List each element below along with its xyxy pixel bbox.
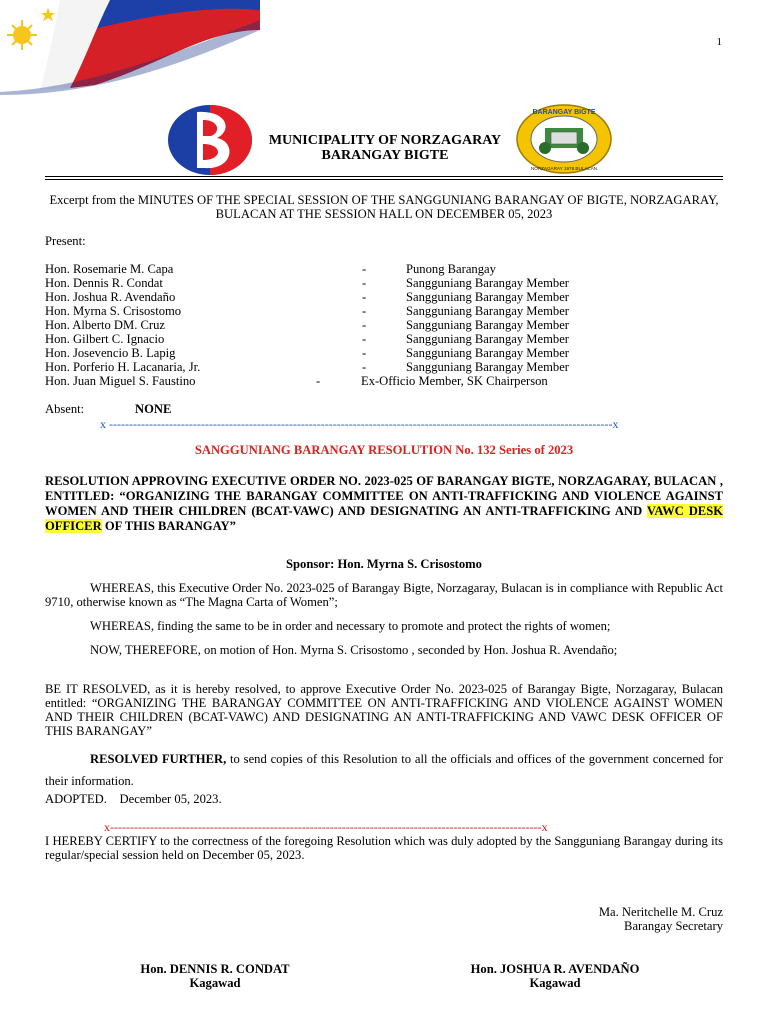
attendee-name: Hon. Gilbert C. Ignacio: [45, 332, 165, 346]
signatory-block: [100, 962, 330, 990]
barangay-name: BARANGAY BIGTE: [321, 148, 449, 163]
sponsor: Sponsor: Hon. Myrna S. Crisostomo: [286, 557, 482, 571]
certification: I HEREBY CERTIFY to the correctness of the foregoing Resolution which was duly adopted by the Sangguniang Barangay during its regular/special session held on December 05, 2023.: [45, 834, 723, 862]
attendee-role: Sangguniang Barangay Member: [406, 346, 569, 360]
blue-separator: x ------------------------------------------------------------------------------------------------------------------------------x: [100, 417, 619, 431]
attendee-name: Hon. Alberto DM. Cruz: [45, 318, 165, 332]
attendee-role: Sangguniang Barangay Member: [406, 304, 569, 318]
attendee-dash: -: [362, 360, 367, 374]
secretary-block: [599, 905, 723, 933]
attendee-role: Sangguniang Barangay Member: [406, 318, 569, 332]
attendee-dash: -: [316, 374, 321, 388]
header-divider-thin: [45, 179, 723, 180]
adopted-date: ADOPTED. December 05, 2023.: [45, 792, 222, 806]
seal-bottom-text: NORZAGARAY 1976 BULACAN: [530, 166, 598, 171]
secretary-title: Barangay Secretary: [624, 919, 723, 933]
attendee-dash: -: [362, 318, 367, 332]
resolved-further-label: RESOLVED FURTHER,: [90, 752, 227, 766]
attendee-dash: -: [362, 304, 367, 318]
resolution-title-main: RESOLUTION APPROVING EXECUTIVE ORDER NO. 2023-025 OF BARANGAY BIGTE, NORZAGARAY, BULACAN , ENTITLED: “ORGANIZING THE BARANGAY COMMITTEE ON ANTI-TRAFFICKING AND VIOLENCE AGAINST WOMEN AND THEIR CHILDREN (BCAT-VAWC) AND DESIGNATING AN ANTI-TRAFFICKING AND: [45, 474, 723, 518]
whereas-clause-2: WHEREAS, finding the same to be in order and necessary to promote and protect the rights of women;: [90, 619, 611, 633]
page-number: 1: [716, 36, 722, 48]
barangay-seal: [515, 104, 613, 174]
attendee-role: Sangguniang Barangay Member: [406, 290, 569, 304]
municipality-header: [255, 133, 515, 163]
attendee-name: Hon. Rosemarie M. Capa: [45, 262, 174, 276]
minutes-excerpt: Excerpt from the MINUTES OF THE SPECIAL SESSION OF THE SANGGUNIANG BARANGAY OF BIGTE, NORZAGARAY, BULACAN AT THE SESSION HALL ON DECEMBER 05, 2023: [49, 193, 719, 221]
attendee-dash: -: [362, 276, 367, 290]
attendee-dash: -: [362, 346, 367, 360]
attendee-role: Sangguniang Barangay Member: [406, 276, 569, 290]
resolved-further-text: to send copies of this Resolution to all the officials and offices of the government concerned for their information.: [45, 752, 723, 788]
attendee-dash: -: [362, 262, 367, 276]
municipality-name: MUNICIPALITY OF NORZAGARAY: [268, 133, 502, 148]
be-it-resolved-clause: BE IT RESOLVED, as it is hereby resolved, to approve Executive Order No. 2023-025 of Barangay Bigte, Norzagaray, Bulacan entitled: “ORGANIZING THE BARANGAY COMMITTEE ON ANTI-TRAFFICKING AND VIOLENCE AGAINST WOMEN AND THEIR CHILDREN (BCAT-VAWC) AND DESIGNATING AN ANTI-TRAFFICKING AND VAWC DESK OFFICER OF THIS BARANGAY”: [45, 682, 723, 738]
resolution-number: SANGGUNIANG BARANGAY RESOLUTION No. 132 Series of 2023: [194, 443, 574, 457]
signatory-title: Kagawad: [189, 976, 241, 990]
seal-top-text: BARANGAY BIGTE: [532, 109, 596, 116]
signatory-name: Hon. JOSHUA R. AVENDAÑO: [470, 962, 640, 976]
municipality-logo: [167, 104, 253, 176]
red-separator: x------------------------------------------------------------------------------------------------------------x: [104, 820, 548, 834]
attendee-role: Punong Barangay: [406, 262, 496, 276]
secretary-name: Ma. Neritchelle M. Cruz: [598, 905, 723, 919]
whereas-clause-1: WHEREAS, this Executive Order No. 2023-025 of Barangay Bigte, Norzagaray, Bulacan is in compliance with Republic Act 9710, otherwise known as “The Magna Carta of Women”;: [45, 581, 723, 609]
present-label: Present:: [45, 234, 86, 248]
attendee-name: Hon. Porferio H. Lacanaria, Jr.: [45, 360, 201, 374]
attendee-name: Hon. Joshua R. Avendaño: [45, 290, 176, 304]
now-therefore-clause: NOW, THEREFORE, on motion of Hon. Myrna S. Crisostomo , seconded by Hon. Joshua R. Avendaño;: [90, 643, 618, 657]
attendee-name: Hon. Juan Miguel S. Faustino: [45, 374, 196, 388]
signatory-title: Kagawad: [529, 976, 581, 990]
resolution-title: [45, 474, 723, 534]
attendee-role: Sangguniang Barangay Member: [406, 360, 569, 374]
resolved-further-clause: [45, 748, 723, 792]
philippine-flag-image: [0, 0, 260, 95]
header-divider: [45, 176, 723, 177]
attendee-dash: -: [362, 290, 367, 304]
resolution-title-end: OF THIS BARANGAY”: [101, 519, 236, 533]
resolution-title-highlight: VAWC DESK OFFICER: [45, 504, 723, 533]
attendee-name: Hon. Myrna S. Crisostomo: [45, 304, 182, 318]
signatory-block: [435, 962, 675, 990]
attendee-role: Ex-Officio Member, SK Chairperson: [361, 374, 548, 388]
absent-label: Absent:: [45, 402, 85, 416]
signatory-name: Hon. DENNIS R. CONDAT: [140, 962, 290, 976]
attendee-dash: -: [362, 332, 367, 346]
attendee-name: Hon. Josevencio B. Lapig: [45, 346, 176, 360]
absent-value: NONE: [135, 402, 172, 416]
attendee-role: Sangguniang Barangay Member: [406, 332, 569, 346]
attendee-name: Hon. Dennis R. Condat: [45, 276, 163, 290]
